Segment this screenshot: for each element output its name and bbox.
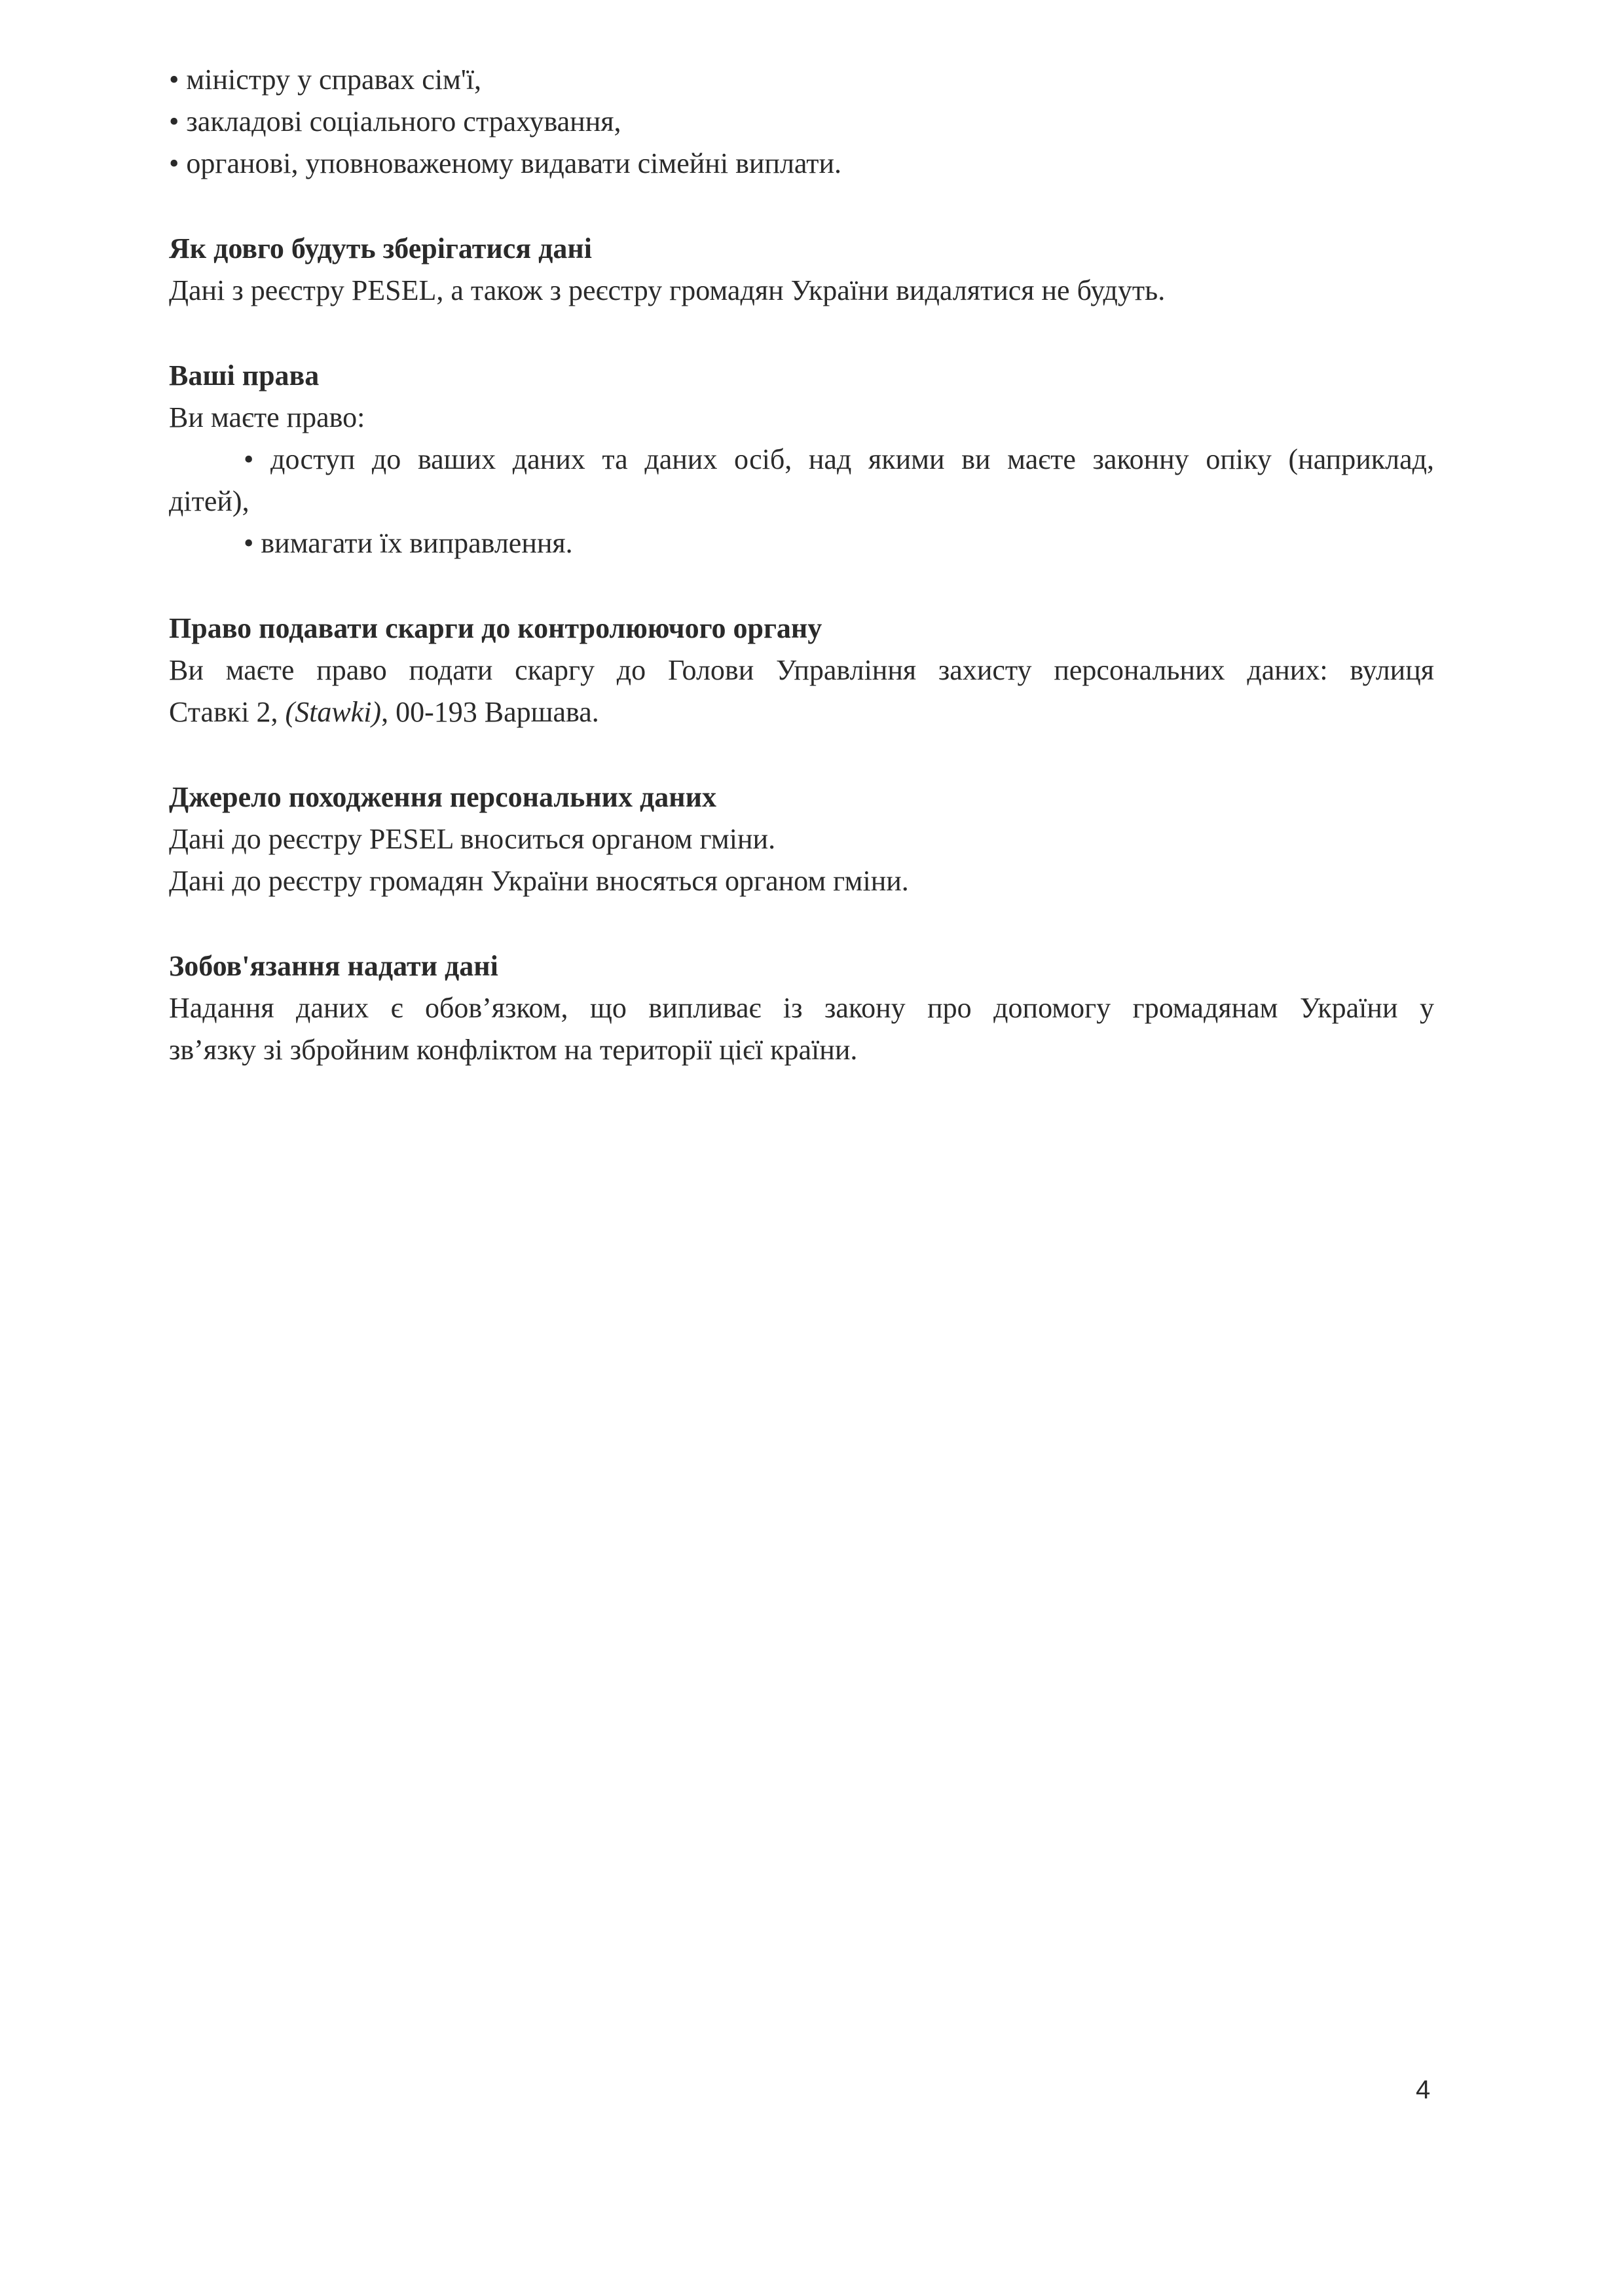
paragraph: Дані до реєстру PESEL вноситься органом гміни. bbox=[169, 823, 776, 855]
paragraph bbox=[169, 691, 1434, 733]
street-name-italic: (Stawki) bbox=[285, 696, 382, 728]
section-heading: Джерело походження персональних даних bbox=[169, 781, 716, 813]
retention-section bbox=[169, 228, 1434, 312]
list-item-continuation: дітей), bbox=[169, 485, 249, 517]
paragraph: Надання даних є обов’язком, що випливає із закону про допомогу громадянам України у bbox=[169, 992, 1434, 1024]
list-item: • доступ до ваших даних та даних осіб, над якими ви маєте законну опіку (наприклад, bbox=[244, 443, 1434, 475]
list-item: • міністру у справах сім'ї, bbox=[169, 64, 482, 96]
paragraph: Ви маєте право подати скаргу до Голови Управління захисту персональних даних: вулиця bbox=[169, 654, 1434, 686]
document-body bbox=[169, 59, 1434, 1071]
section-heading: Право подавати скарги до контролюючого органу bbox=[169, 612, 822, 644]
list-item: • закладові соціального страхування, bbox=[169, 105, 621, 137]
list-item: • вимагати їх виправлення. bbox=[244, 527, 573, 559]
list-item: • органові, уповноваженому видавати сімейні виплати. bbox=[169, 147, 842, 179]
recipients-list bbox=[169, 59, 1434, 185]
address-postcode: , 00-193 Варшава. bbox=[381, 696, 599, 728]
complaint-section bbox=[169, 608, 1434, 733]
section-heading: Зобов'язання надати дані bbox=[169, 950, 498, 982]
section-heading: Як довго будуть зберігатися дані bbox=[169, 232, 592, 264]
source-section bbox=[169, 776, 1434, 902]
section-heading: Ваші права bbox=[169, 359, 320, 392]
paragraph: Дані з реєстру PESEL, а також з реєстру громадян України видалятися не будуть. bbox=[169, 274, 1166, 306]
page-number: 4 bbox=[1416, 2075, 1431, 2104]
rights-section bbox=[169, 355, 1434, 564]
paragraph: Ви маєте право: bbox=[169, 401, 365, 433]
obligation-section bbox=[169, 945, 1434, 1071]
paragraph: Дані до реєстру громадян України вносяться органом гміни. bbox=[169, 865, 909, 897]
address-text: Ставкі 2, bbox=[169, 696, 286, 728]
paragraph: зв’язку зі збройним конфліктом на території цієї країни. bbox=[169, 1034, 858, 1066]
